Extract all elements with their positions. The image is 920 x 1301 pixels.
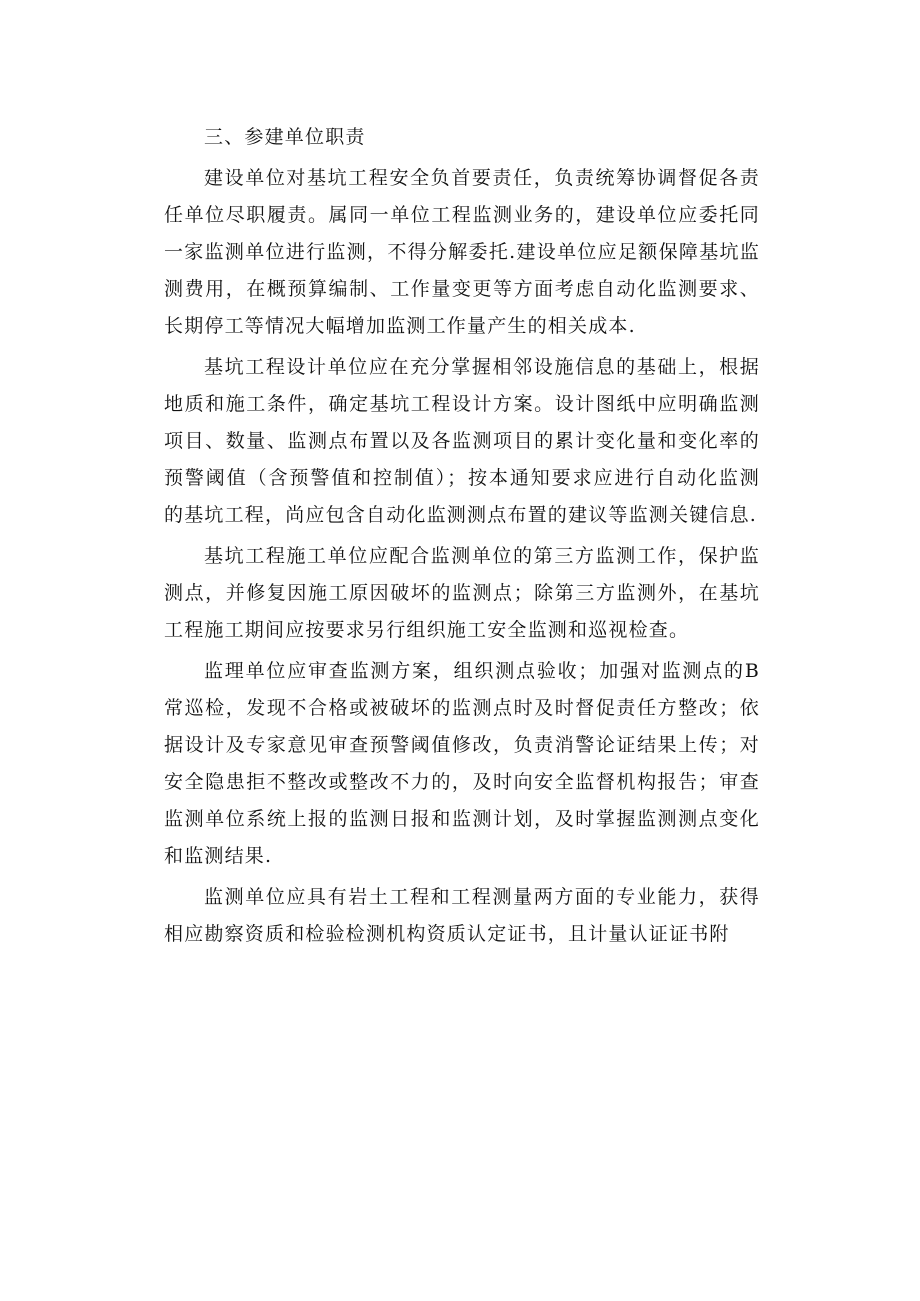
paragraph-construction-unit: 建设单位对基坑工程安全负首要责任，负责统筹协调督促各责任单位尽职履责。属同一单位工程监测业务的，建设单位应委托同一家监测单位进行监测，不得分解委托.建设单位应足额保障基坑监测费用，在概预算编制、工作量变更等方面考虑自动化监测要求、长期停工等情况大幅增加监测工作量产生的相关成本.	[164, 167, 760, 337]
document-body	[164, 119, 760, 953]
paragraph-design-unit: 基坑工程设计单位应在充分掌握相邻设施信息的基础上，根据地质和施工条件，确定基坑工程设计方案。设计图纸中应明确监测项目、数量、监测点布置以及各监测项目的累计变化量和变化率的预警阈值（含预警值和控制值）；按本通知要求应进行自动化监测的基坑工程，尚应包含自动化监测测点布置的建议等监测关键信息.	[164, 356, 760, 526]
paragraph-monitoring-unit: 监测单位应具有岩土工程和工程测量两方面的专业能力，获得相应勘察资质和检验检测机构资质认定证书，且计量认证证书附	[164, 886, 760, 945]
section-heading: 三、参建单位职责	[204, 126, 366, 148]
paragraph-supervision-unit: 监理单位应审查监测方案，组织测点验收；加强对监测点的B常巡检，发现不合格或被破坏的监测点时及时督促责任方整改；依据设计及专家意见审查预警阈值修改，负责消警论证结果上传；对安全隐患拒不整改或整改不力的，及时向安全监督机构报告；审查监测单位系统上报的监测日报和监测计划，及时掌握监测测点变化和监测结果.	[164, 660, 760, 867]
paragraph-contractor-unit: 基坑工程施工单位应配合监测单位的第三方监测工作，保护监测点，并修复因施工原因破坏的监测点；除第三方监测外，在基坑工程施工期间应按要求另行组织施工安全监测和巡视检查。	[164, 545, 760, 641]
